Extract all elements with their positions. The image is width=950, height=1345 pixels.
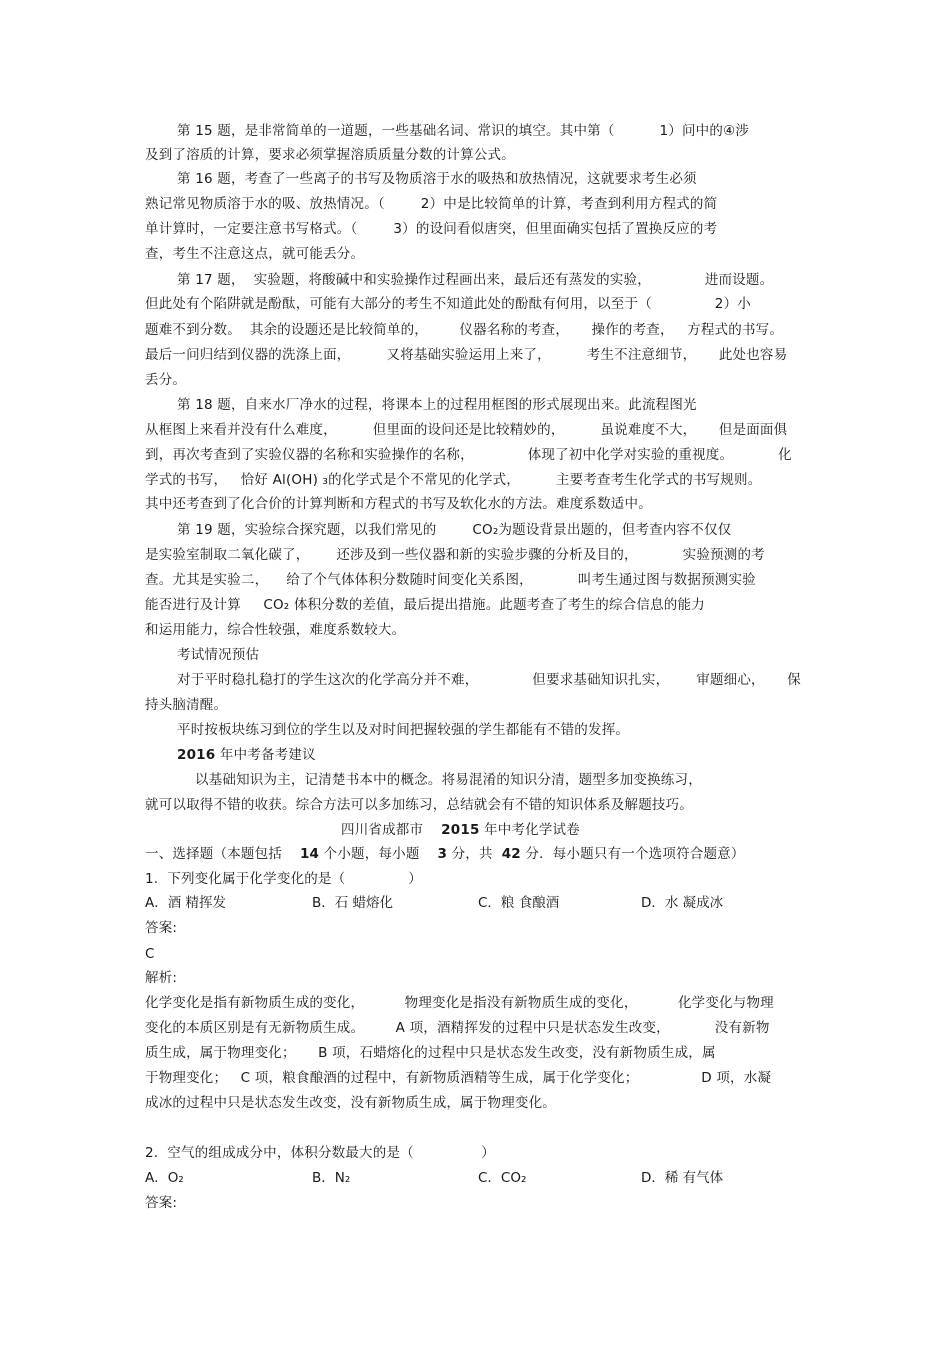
q17-line-4: 最后一问归结到仪器的洗涤上面， 又将基础实验运用上来了， 考生不注意细节， 此处也容易 bbox=[145, 347, 788, 363]
section-heading-b: 个小题，每小题 bbox=[319, 846, 438, 862]
advice-heading-year: 2016 bbox=[177, 747, 216, 763]
q18-line-3: 到，再次考查到了实验仪器的名称和实验操作的名称， 体现了初中化学对实验的重视度。 化 bbox=[145, 447, 792, 463]
forecast-line-3: 平时按板块练习到位的学生以及对时间把握较强的学生都能有不错的发挥。 bbox=[177, 722, 630, 738]
q17-line-5: 丢分。 bbox=[145, 372, 187, 388]
exam-title-suffix: 年中考化学试卷 bbox=[479, 822, 580, 838]
q2-option-d: D．稀 有气体 bbox=[641, 1170, 724, 1186]
q1-analysis-line-1: 化学变化是指有新物质生成的变化， 物理变化是指没有新物质生成的变化， 化学变化与物理 bbox=[145, 995, 774, 1011]
q1-analysis-line-4: 于物理变化； C 项，粮食酿酒的过程中，有新物质酒精等生成，属于化学变化； D 项，水凝 bbox=[145, 1070, 772, 1086]
section-heading-c: 分，共 bbox=[447, 846, 502, 862]
q1-analysis-line-5: 成冰的过程中只是状态发生改变，没有新物质生成，属于物理变化。 bbox=[145, 1095, 556, 1111]
advice-line-1: 以基础知识为主，记清楚书本中的概念。将易混淆的知识分清，题型多加变换练习， bbox=[195, 772, 702, 788]
section-heading bbox=[145, 844, 745, 864]
forecast-heading: 考试情况预估 bbox=[177, 647, 260, 663]
q1-analysis-line-3: 质生成，属于物理变化； B 项，石蜡熔化的过程中只是状态发生改变，没有新物质生成，属 bbox=[145, 1045, 716, 1061]
q1-analysis-line-2: 变化的本质区别是有无新物质生成。 A 项，酒精挥发的过程中只是状态发生改变， 没有新物 bbox=[145, 1020, 770, 1036]
advice-line-2: 就可以取得不错的收获。综合方法可以多加练习，总结就会有不错的知识体系及解题技巧。 bbox=[145, 797, 693, 813]
q1-option-d: D．水 凝成冰 bbox=[641, 895, 724, 911]
advice-heading bbox=[177, 745, 316, 765]
q17-line-2: 但此处有个陷阱就是酚酞，可能有大部分的考生不知道此处的酚酞有何用，以至于（ 2）小 bbox=[145, 296, 751, 312]
q1-option-b: B．石 蜡熔化 bbox=[312, 895, 394, 911]
exam-title-year: 2015 bbox=[441, 822, 480, 838]
q19-line-5: 和运用能力，综合性较强，难度系数较大。 bbox=[145, 622, 406, 638]
q1-option-c: C．粮 食酿酒 bbox=[478, 895, 560, 911]
q1-analysis-label: 解析: bbox=[145, 970, 178, 986]
section-points-each: 3 bbox=[437, 846, 448, 862]
section-heading-a: 一、选择题（本题包括 bbox=[145, 846, 300, 862]
forecast-line-1: 对于平时稳扎稳打的学生这次的化学高分并不难， 但要求基础知识扎实， 审题细心， 保 bbox=[177, 672, 801, 688]
q2-stem: 2. 空气的组成成分中，体积分数最大的是（ ） bbox=[145, 1145, 495, 1161]
q17-line-3: 题难不到分数。 其余的设题还是比较简单的， 仪器名称的考查， 操作的考查， 方程式的书写。 bbox=[145, 322, 784, 338]
q19-line-1: 第 19 题，实验综合探究题，以我们常见的 CO₂为题设背景出题的，但考查内容不仅仅 bbox=[177, 522, 732, 538]
q19-line-2: 是实验室制取二氧化碳了， 还涉及到一些仪器和新的实验步骤的分析及目的， 实验预测的考 bbox=[145, 547, 765, 563]
q1-answer: C bbox=[145, 946, 155, 962]
q1-option-a: A．酒 精挥发 bbox=[145, 895, 227, 911]
q17-line-1: 第 17 题， 实验题，将酸碱中和实验操作过程画出来，最后还有蒸发的实验， 进而设题。 bbox=[177, 272, 774, 288]
q19-line-4: 能否进行及计算 CO₂ 体积分数的差值，最后提出措施。此题考查了考生的综合信息的能力 bbox=[145, 597, 705, 613]
q18-line-4: 学式的书写， 恰好 Al(OH) ₃的化学式是个不常见的化学式， 主要考查考生化学式的书写规则。 bbox=[145, 472, 762, 488]
q19-line-3: 查。尤其是实验二， 给了个气体体积分数随时间变化关系图， 叫考生通过图与数据预测实验 bbox=[145, 572, 756, 588]
section-question-count: 14 bbox=[299, 846, 320, 862]
q16-line-2: 熟记常见物质溶于水的吸、放热情况。（ 2）中是比较简单的计算，考查到利用方程式的简 bbox=[145, 196, 718, 212]
q1-stem: 1. 下列变化属于化学变化的是（ ） bbox=[145, 871, 422, 887]
q18-line-1: 第 18 题，自来水厂净水的过程，将课本上的过程用框图的形式展现出来。此流程图光 bbox=[177, 397, 697, 413]
q2-answer-label: 答案: bbox=[145, 1195, 178, 1211]
forecast-line-2: 持头脑清醒。 bbox=[145, 697, 228, 713]
q16-line-3: 单计算时，一定要注意书写格式。（ 3）的设问看似唐突，但里面确实包括了置换反应的考 bbox=[145, 221, 718, 237]
exam-title-region: 四川省成都市 bbox=[341, 822, 442, 838]
q15-line-2: 及到了溶质的计算，要求必须掌握溶质质量分数的计算公式。 bbox=[145, 147, 515, 163]
section-heading-d: 分．每小题只有一个选项符合题意） bbox=[520, 846, 745, 862]
q15-line-1: 第 15 题，是非常简单的一道题，一些基础名词、常识的填空。其中第（ 1）问中的④涉 bbox=[177, 123, 750, 139]
q16-line-4: 查，考生不注意这点，就可能丢分。 bbox=[145, 246, 365, 262]
advice-heading-text: 年中考备考建议 bbox=[215, 747, 316, 763]
q16-line-1: 第 16 题，考查了一些离子的书写及物质溶于水的吸热和放热情况，这就要求考生必须 bbox=[177, 171, 697, 187]
exam-title bbox=[341, 820, 580, 840]
q18-line-2: 从框图上来看并没有什么难度， 但里面的设问还是比较精妙的， 虽说难度不大， 但是面面俱 bbox=[145, 422, 788, 438]
q2-option-c: C．CO₂ bbox=[478, 1170, 527, 1186]
q2-option-b: B．N₂ bbox=[312, 1170, 351, 1186]
section-points-total: 42 bbox=[501, 846, 521, 862]
q1-answer-label: 答案: bbox=[145, 920, 178, 936]
q18-line-5: 其中还考查到了化合价的计算判断和方程式的书写及软化水的方法。难度系数适中。 bbox=[145, 496, 652, 512]
q2-option-a: A．O₂ bbox=[145, 1170, 184, 1186]
